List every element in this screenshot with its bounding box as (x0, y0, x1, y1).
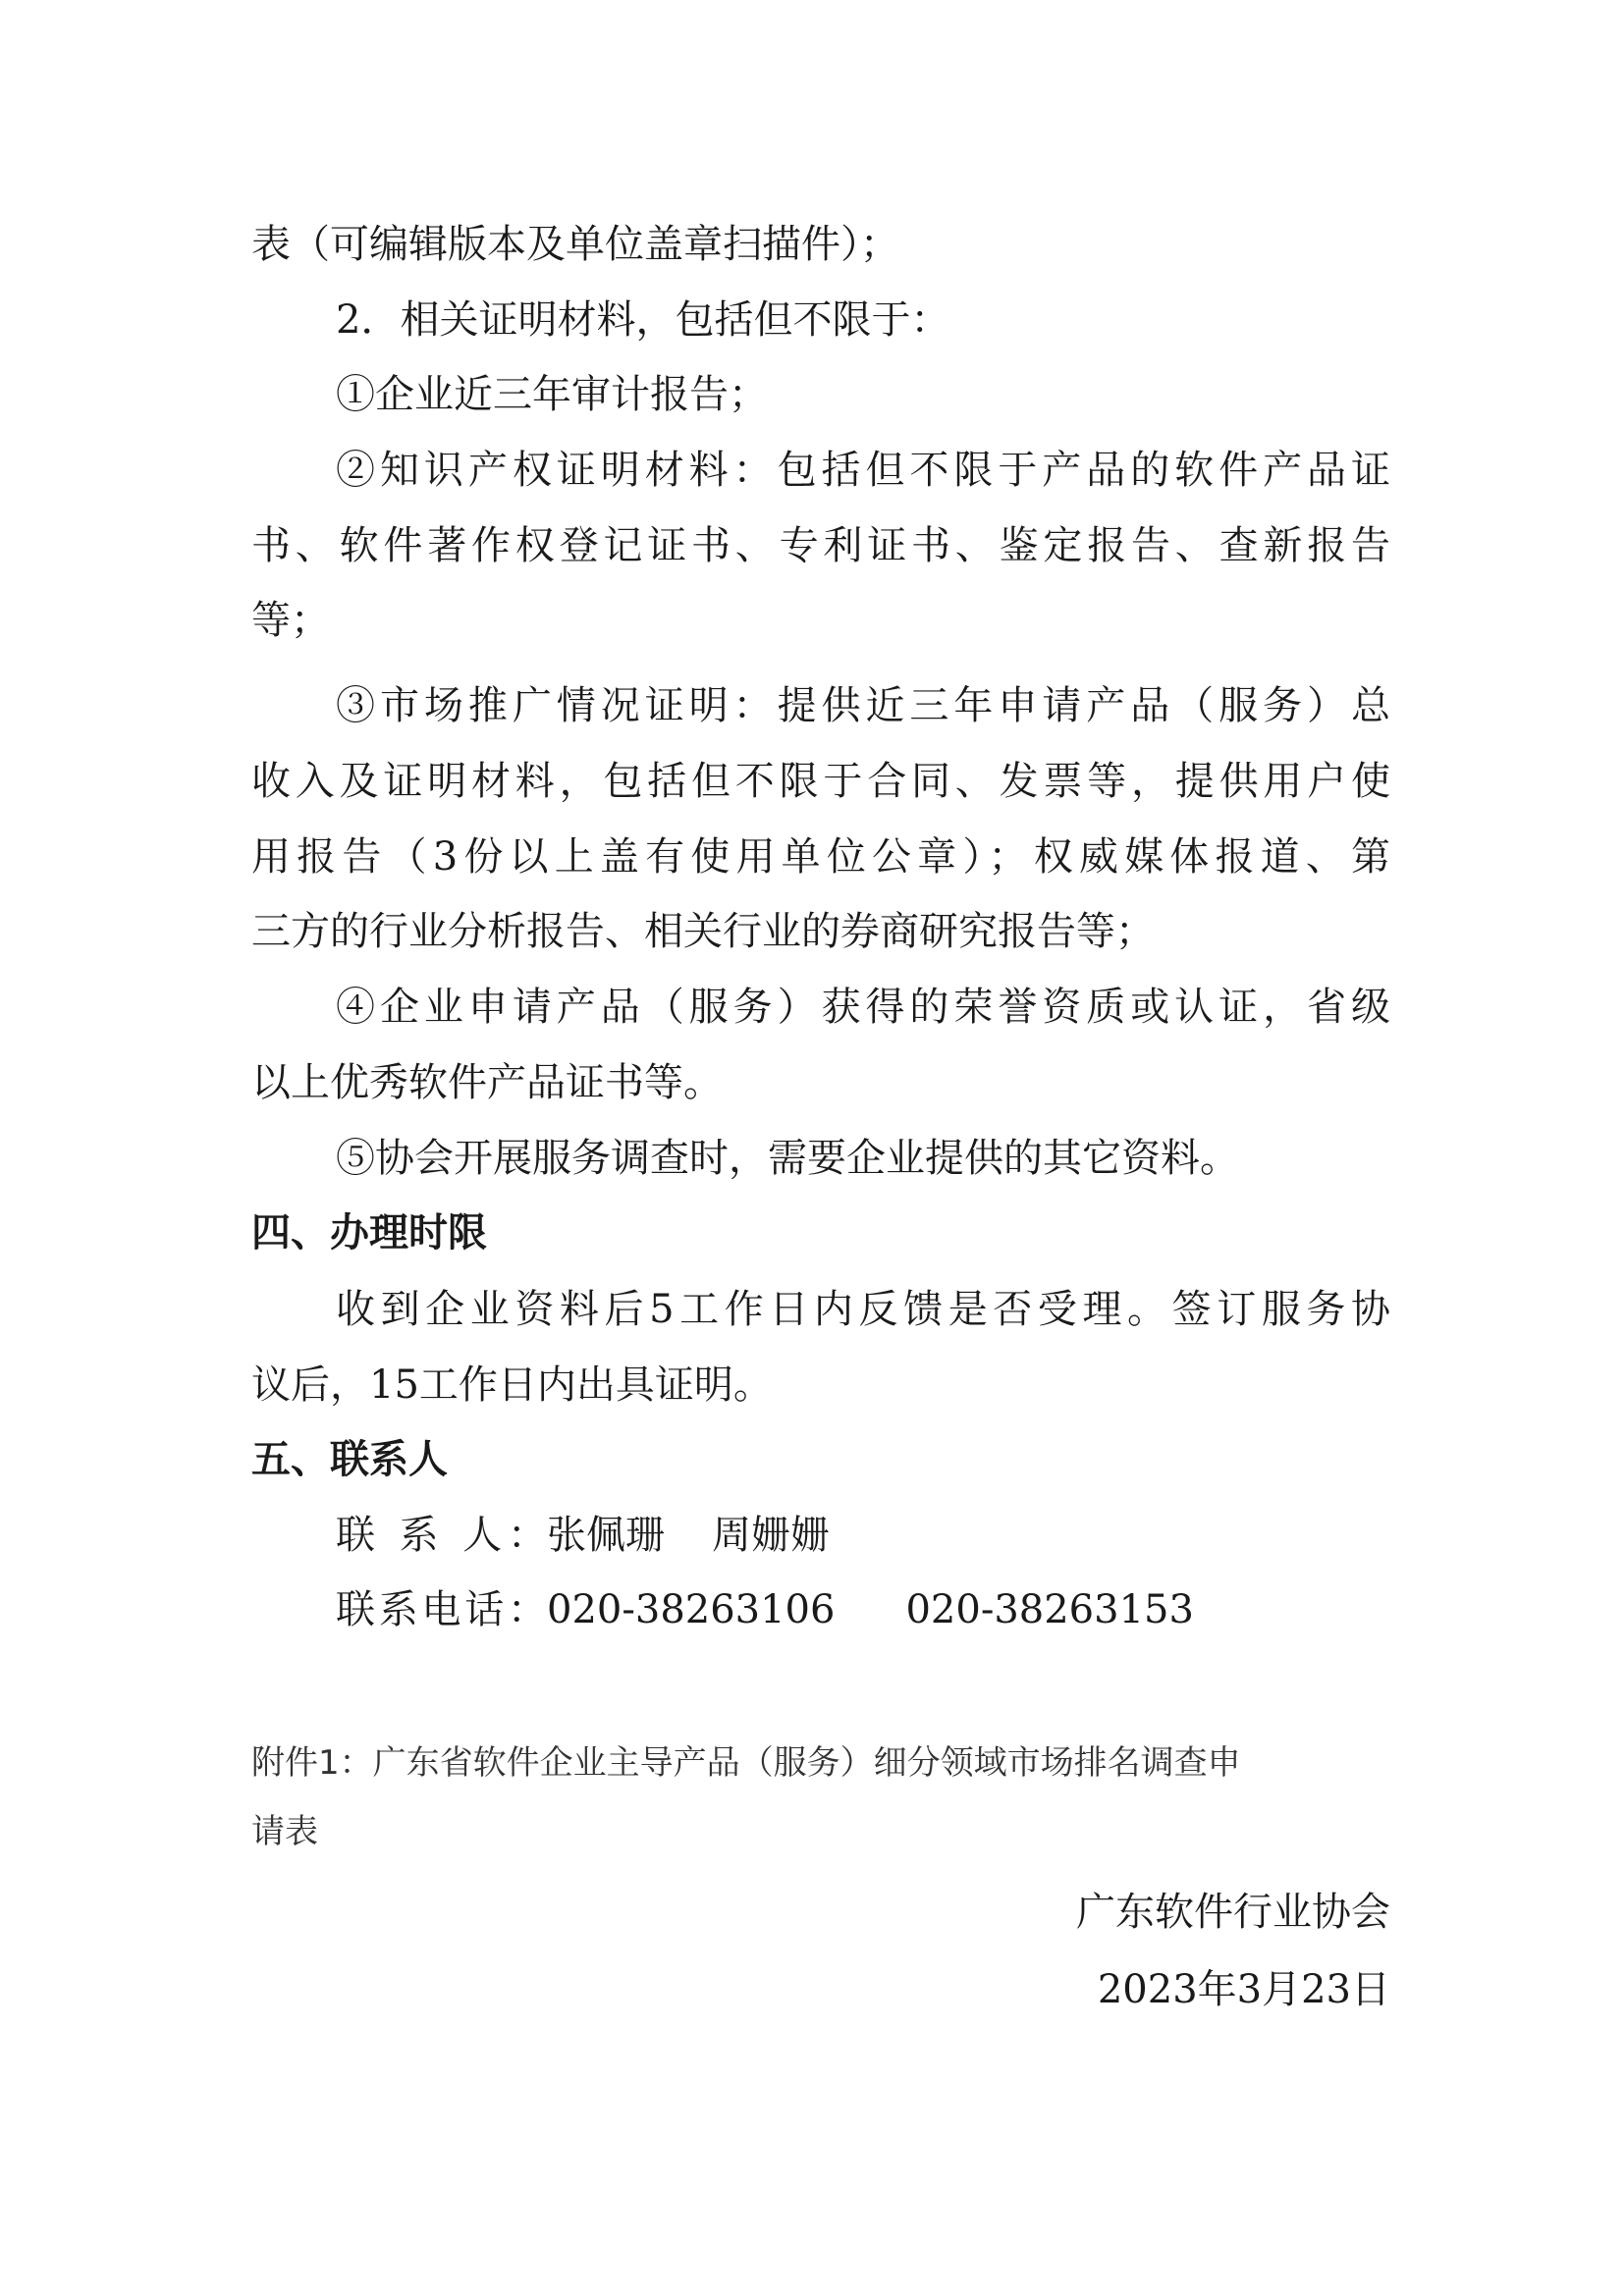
paragraph-line: 收入及证明材料，包括但不限于合同、发票等，提供用户使 (251, 759, 1390, 804)
attachment-note: 请表 (251, 1812, 318, 1851)
paragraph-line: 用报告（3份以上盖有使用单位公章）；权威媒体报道、第 (251, 834, 1390, 880)
contact-person-name: 周姗姗 (712, 1513, 830, 1558)
paragraph-line: 等； (251, 598, 330, 643)
paragraph-line: ①企业近三年审计报告； (336, 372, 768, 417)
paragraph-line: 收到企业资料后5工作日内反馈是否受理。签订服务协 (336, 1287, 1390, 1332)
paragraph-line: 2．相关证明材料，包括但不限于： (336, 297, 950, 343)
contact-persons-line (336, 1506, 1390, 1565)
attachment-note: 附件1：广东省软件企业主导产品（服务）细分领域市场排名调查申 (251, 1743, 1241, 1783)
signature-organization: 广东软件行业协会 (1076, 1890, 1390, 1935)
paragraph-line: ③市场推广情况证明：提供近三年申请产品（服务）总 (336, 683, 1390, 728)
paragraph-line: 三方的行业分析报告、相关行业的券商研究报告等； (251, 909, 1155, 954)
paragraph-line: 书、软件著作权登记证书、专利证书、鉴定报告、查新报告 (251, 523, 1390, 568)
paragraph-line: 议后，15工作日内出具证明。 (251, 1362, 773, 1408)
section-heading-time-limit: 四、办理时限 (251, 1210, 487, 1255)
contact-person-label: 联 系 人： (336, 1513, 547, 1558)
contact-phones-line (336, 1580, 1390, 1639)
section-heading-contacts: 五、联系人 (251, 1437, 448, 1482)
contact-phone-label: 联系电话： (336, 1587, 547, 1632)
paragraph-line: 以上优秀软件产品证书等。 (251, 1060, 723, 1105)
contact-person-name: 张佩珊 (547, 1513, 665, 1558)
contact-phone-number: 020-38263106 (547, 1587, 836, 1632)
paragraph-line: ②知识产权证明材料：包括但不限于产品的软件产品证 (336, 448, 1390, 493)
paragraph-line: 表（可编辑版本及单位盖章扫描件）； (251, 222, 899, 267)
paragraph-line: ④企业申请产品（服务）获得的荣誉资质或认证，省级 (336, 985, 1390, 1030)
paragraph-line: ⑤协会开展服务调查时，需要企业提供的其它资料。 (336, 1136, 1239, 1181)
contact-phone-number: 020-38263153 (905, 1587, 1194, 1632)
signature-date: 2023年3月23日 (1097, 1967, 1390, 2012)
